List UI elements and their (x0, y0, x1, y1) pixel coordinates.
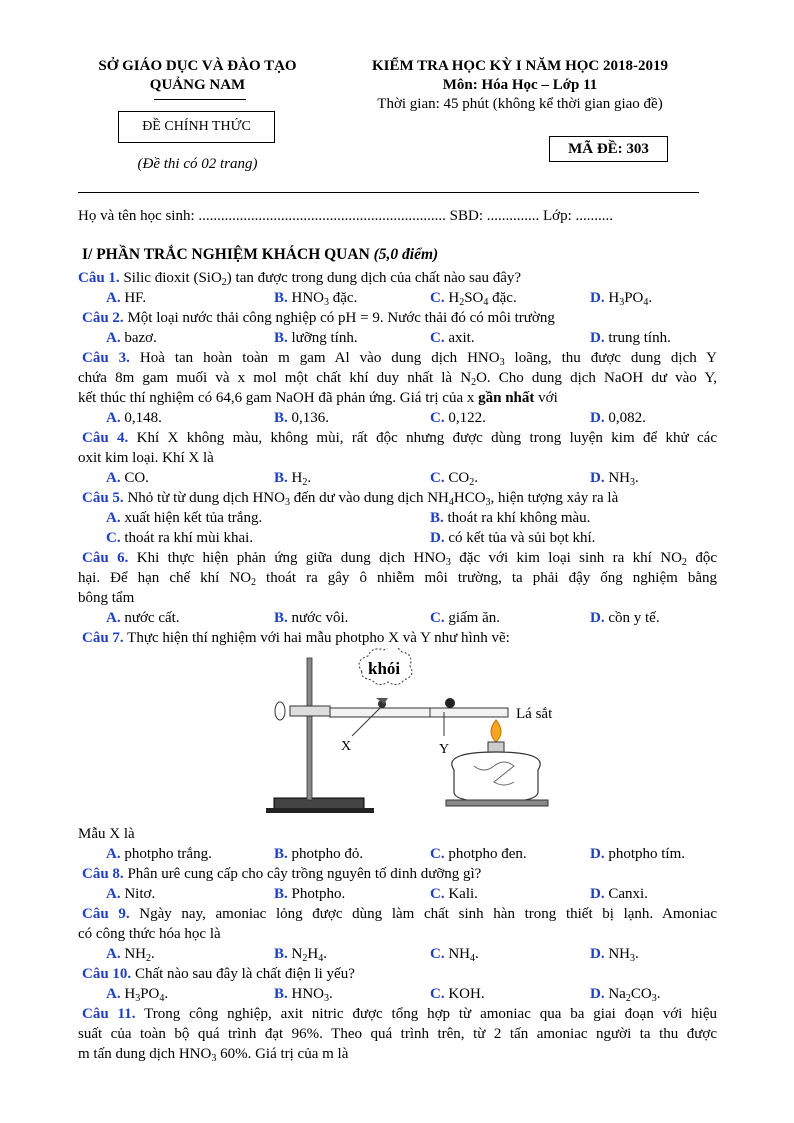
header-underline (154, 99, 246, 100)
q3-option-b[interactable]: B. 0,136. (274, 410, 330, 426)
question-5: Câu 5. Nhỏ từ từ dung dịch $HNO_3$ đến dư vào dung dịch $NH_4HCO_3$, hiện tượng xảy ra là (82, 490, 619, 508)
lamp-base (446, 800, 548, 806)
department-line-2: QUẢNG NAM (149, 77, 246, 93)
exam-time: Thời gian: 45 phút (không kể thời gian giao đề) (377, 96, 663, 112)
q10-option-d[interactable]: D. $Na_2CO_3$. (590, 986, 661, 1004)
question-9-line-1: Câu 9. Ngày nay, amoniac lỏng được dùng làm chất sinh hàn trong thiết bị lạnh. Amoniac (82, 906, 717, 922)
question-3-line-3: kết thúc thí nghiệm có 64,6 gam NaOH đã phản ứng. Giá trị của x gần nhất với (78, 390, 558, 406)
sample-y (445, 698, 455, 708)
q8-option-a[interactable]: A. Nitơ. (106, 886, 156, 902)
question-10: Câu 10. Chất nào sau đây là chất điện li yếu? (82, 966, 355, 982)
smoke-label: khói (368, 659, 401, 678)
q10-option-a[interactable]: A. $H_3PO_4$. (106, 986, 169, 1004)
q1-option-c[interactable]: C. $H_2SO_4$ đặc. (430, 290, 517, 308)
q5-option-c[interactable]: C. thoát ra khí mùi khai. (106, 530, 254, 546)
exam-title: KIỂM TRA HỌC KỲ I NĂM HỌC 2018-2019 (372, 58, 668, 74)
q10-option-c[interactable]: C. KOH. (430, 986, 485, 1002)
q6-option-d[interactable]: D. cồn y tế. (590, 610, 660, 626)
label-y: Y (439, 742, 450, 757)
question-2: Câu 2. Một loại nước thải công nghiệp có pH = 9. Nước thải đó có môi trường (82, 310, 555, 326)
alcohol-lamp (452, 752, 540, 802)
label-x: X (341, 739, 352, 754)
q9-option-d[interactable]: D. $NH_3$. (590, 946, 639, 964)
exam-subject: Môn: Hóa Học – Lớp 11 (442, 77, 598, 93)
q2-option-b[interactable]: B. lưỡng tính. (274, 330, 358, 346)
q1-option-d[interactable]: D. $H_3PO_4$. (590, 290, 653, 308)
question-4-line-2: oxit kim loại. Khí X là (78, 450, 214, 466)
q4-option-c[interactable]: C. $CO_2$. (430, 470, 478, 488)
burner-wick (488, 742, 504, 752)
section-title: I/ PHẦN TRẮC NGHIỆM KHÁCH QUAN (5,0 điểm) (82, 246, 439, 263)
q7-option-b[interactable]: B. photpho đỏ. (274, 846, 364, 862)
q7-option-a[interactable]: A. photpho trắng. (106, 846, 212, 862)
question-6-line-1: Câu 6. Khi thực hiện phản ứng giữa dung dịch $HNO_3$ đặc với kim loại sinh ra khí $NO_2$ độc (82, 550, 717, 568)
pages-note: (Đề thi có 02 trang) (137, 156, 258, 172)
q1-option-a[interactable]: A. HF. (106, 290, 147, 306)
question-3-line-1: Câu 3. Hoà tan hoàn toàn m gam Al vào dung dịch $HNO_3$ loãng, thu được dung dịch Y (82, 350, 717, 368)
clamp-screw (275, 702, 285, 720)
label-iron-plate: Lá sắt (516, 706, 553, 722)
header-divider (78, 192, 699, 193)
q2-option-a[interactable]: A. bazơ. (106, 330, 157, 346)
question-11-line-1: Câu 11. Trong công nghiệp, axit nitric được tổng hợp từ amoniac qua ba giai đoạn với hiệu (82, 1006, 717, 1022)
q6-option-a[interactable]: A. nước cất. (106, 610, 180, 626)
q4-option-b[interactable]: B. $H_2$. (274, 470, 312, 488)
experiment-figure (260, 648, 570, 820)
q6-option-c[interactable]: C. giấm ăn. (430, 610, 500, 626)
q8-option-c[interactable]: C. Kali. (430, 886, 478, 902)
question-7-after: Mẫu X là (78, 826, 135, 842)
q9-option-a[interactable]: A. $NH_2$. (106, 946, 155, 964)
question-4-line-1: Câu 4. Khí X không màu, không mùi, rất độc nhưng được dùng trong luyện kim để khử các (82, 430, 717, 446)
q3-option-d[interactable]: D. 0,082. (590, 410, 646, 426)
q5-option-d[interactable]: D. có kết tủa và sủi bọt khí. (430, 530, 596, 546)
q1-option-b[interactable]: B. $HNO_3$ đặc. (274, 290, 358, 308)
department-line-1: SỞ GIÁO DỤC VÀ ĐÀO TẠO (98, 58, 297, 74)
question-1: Câu 1. Silic đioxit (SiO$_2$) tan được trong dung dịch của chất nào sau đây? (78, 270, 522, 288)
q9-option-b[interactable]: B. $N_2H_4$. (274, 946, 327, 964)
official-exam-box: ĐỀ CHÍNH THỨC (118, 111, 275, 143)
question-3-line-2: chứa 8m gam muối và x mol một chất khí duy nhất là $N_2O$. Cho dung dịch NaOH dư vào Y, (78, 370, 717, 388)
question-8: Câu 8. Phân urê cung cấp cho cây trồng nguyên tố dinh dưỡng gì? (82, 866, 482, 882)
q5-option-a[interactable]: A. xuất hiện kết tủa trắng. (106, 510, 263, 526)
q4-option-a[interactable]: A. CO. (106, 470, 149, 486)
stand-clamp (290, 706, 330, 716)
student-info-line: Họ và tên học sinh: .................................................................. SBD: .............. Lớp: .......... (78, 208, 614, 224)
q3-option-c[interactable]: C. 0,122. (430, 410, 486, 426)
q6-option-b[interactable]: B. nước vôi. (274, 610, 349, 626)
q8-option-d[interactable]: D. Canxi. (590, 886, 648, 902)
stand-rod (307, 658, 312, 800)
q3-option-a[interactable]: A. 0,148. (106, 410, 162, 426)
q7-option-c[interactable]: C. photpho đen. (430, 846, 527, 862)
question-11-line-3: m tấn dung dịch $HNO_3$ 60%. Giá trị của m là (78, 1046, 349, 1064)
q10-option-b[interactable]: B. $HNO_3$. (274, 986, 333, 1004)
burner-flame (491, 720, 501, 742)
iron-plate (330, 708, 508, 717)
question-6-line-3: bông tẩm (78, 590, 135, 606)
q2-option-d[interactable]: D. trung tính. (590, 330, 671, 346)
question-11-line-2: suất của toàn bộ quá trình đạt 96%. Theo quá trình trên, từ 2 tấn amoniac người ta thu được (78, 1026, 717, 1042)
stand-foot (266, 808, 374, 813)
q7-option-d[interactable]: D. photpho tím. (590, 846, 686, 862)
q2-option-c[interactable]: C. axit. (430, 330, 475, 346)
exam-code-box: MÃ ĐỀ: 303 (549, 136, 668, 162)
question-6-line-2: hại. Để hạn chế khí $NO_2$ thoát ra gây ô nhiễm môi trường, ta phải đậy ống nghiệm bằng (78, 570, 717, 588)
q9-option-c[interactable]: C. $NH_4$. (430, 946, 479, 964)
q8-option-b[interactable]: B. Photpho. (274, 886, 346, 902)
q5-option-b[interactable]: B. thoát ra khí không màu. (430, 510, 591, 526)
question-9-line-2: có công thức hóa học là (78, 926, 221, 942)
q4-option-d[interactable]: D. $NH_3$. (590, 470, 639, 488)
question-7: Câu 7. Thực hiện thí nghiệm với hai mẫu photpho X và Y như hình vẽ: (82, 630, 510, 646)
